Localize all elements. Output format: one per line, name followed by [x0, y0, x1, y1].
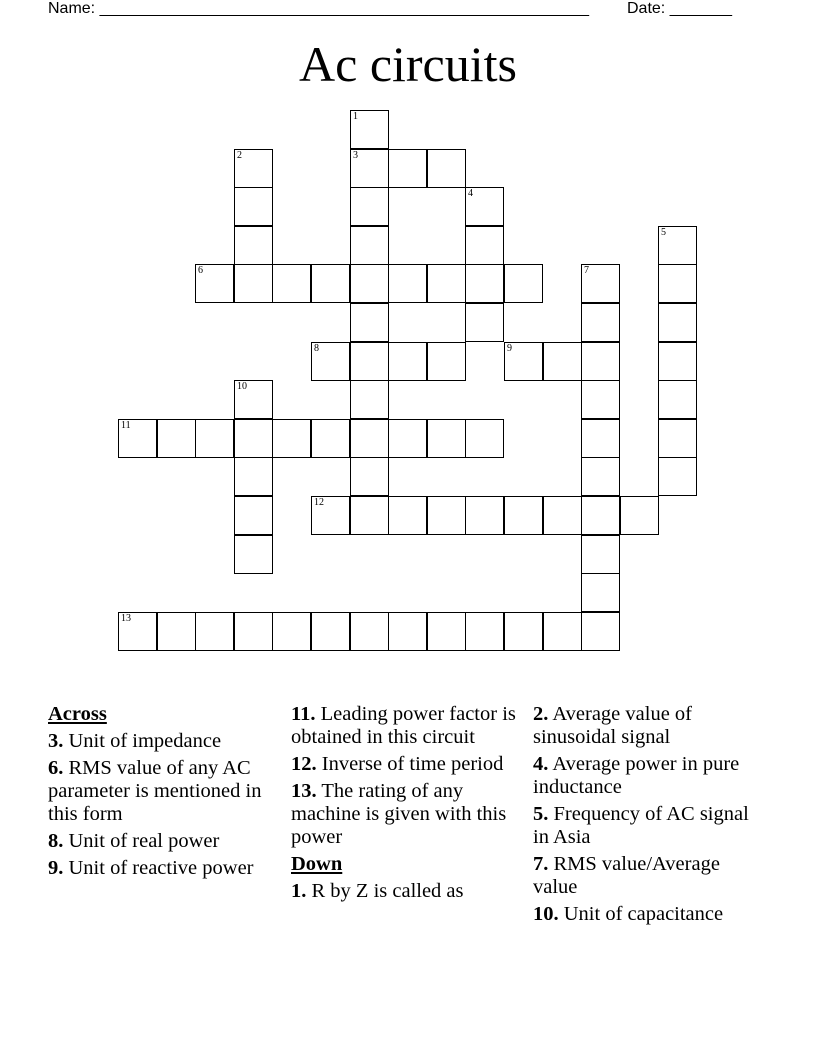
crossword-cell[interactable] — [465, 496, 504, 535]
crossword-cell[interactable] — [581, 573, 620, 612]
clue-down-10 — [533, 903, 763, 926]
clue-text: Average power in pure inductance — [533, 753, 740, 798]
crossword-cell[interactable] — [581, 419, 620, 458]
crossword-cell[interactable] — [465, 419, 504, 458]
crossword-cell[interactable] — [581, 264, 620, 303]
cell-number: 7 — [584, 265, 589, 276]
crossword-cell[interactable] — [427, 342, 466, 381]
crossword-cell[interactable] — [350, 149, 389, 188]
clue-across-12 — [291, 753, 527, 776]
clue-number: 11. — [291, 703, 316, 725]
clue-text: Unit of reactive power — [68, 857, 254, 879]
clue-text: Unit of impedance — [68, 730, 222, 752]
clue-text: Average value of sinusoidal signal — [533, 703, 693, 748]
crossword-cell[interactable] — [581, 303, 620, 342]
crossword-cell[interactable] — [388, 342, 427, 381]
clue-across-8 — [48, 830, 278, 853]
crossword-cell[interactable] — [118, 419, 157, 458]
crossword-cell[interactable] — [234, 496, 273, 535]
crossword-cell[interactable] — [427, 496, 466, 535]
crossword-cell[interactable] — [658, 303, 697, 342]
cell-number: 10 — [237, 381, 247, 392]
crossword-cell[interactable] — [118, 612, 157, 651]
crossword-cell[interactable] — [272, 419, 311, 458]
crossword-cell[interactable] — [581, 342, 620, 381]
clue-number: 4. — [533, 753, 549, 775]
crossword-cell[interactable] — [504, 264, 543, 303]
crossword-cell[interactable] — [350, 226, 389, 265]
crossword-cell[interactable] — [234, 612, 273, 651]
clue-number: 12. — [291, 753, 317, 775]
clue-down-4 — [533, 753, 763, 799]
cell-number: 13 — [121, 613, 131, 624]
crossword-cell[interactable] — [388, 496, 427, 535]
crossword-cell[interactable] — [658, 419, 697, 458]
clue-across-6 — [48, 757, 278, 826]
crossword-cell[interactable] — [234, 380, 273, 419]
crossword-cell[interactable] — [234, 226, 273, 265]
crossword-cell[interactable] — [658, 226, 697, 265]
clue-down-7 — [533, 853, 763, 899]
clue-text: RMS value of any AC parameter is mentioned in this form — [48, 757, 262, 825]
clue-number: 10. — [533, 903, 559, 925]
crossword-cell[interactable] — [350, 380, 389, 419]
crossword-cell[interactable] — [581, 612, 620, 651]
crossword-cell[interactable] — [427, 419, 466, 458]
crossword-cell[interactable] — [272, 612, 311, 651]
crossword-cell[interactable] — [350, 457, 389, 496]
clue-text: RMS value/Average value — [533, 853, 720, 898]
clues-column-2 — [291, 703, 527, 907]
clue-number: 9. — [48, 857, 64, 879]
crossword-cell[interactable] — [234, 457, 273, 496]
crossword-cell[interactable] — [350, 342, 389, 381]
clue-down-1 — [291, 880, 527, 903]
crossword-cell[interactable] — [658, 380, 697, 419]
crossword-cell[interactable] — [581, 457, 620, 496]
clues-column-1 — [48, 703, 278, 884]
crossword-cell[interactable] — [234, 149, 273, 188]
clues-column-3 — [533, 703, 763, 930]
crossword-cell[interactable] — [350, 419, 389, 458]
crossword-cell[interactable] — [543, 342, 582, 381]
crossword-cell[interactable] — [311, 496, 350, 535]
crossword-cell[interactable] — [658, 264, 697, 303]
crossword-cell[interactable] — [350, 496, 389, 535]
crossword-cell[interactable] — [504, 612, 543, 651]
crossword-cell[interactable] — [195, 612, 234, 651]
crossword-cell[interactable] — [234, 187, 273, 226]
cell-number: 2 — [237, 150, 242, 161]
crossword-cell[interactable] — [658, 342, 697, 381]
clue-across-9 — [48, 857, 278, 880]
cell-number: 11 — [121, 420, 131, 431]
clue-number: 13. — [291, 780, 317, 802]
crossword-cell[interactable] — [311, 264, 350, 303]
clue-number: 5. — [533, 803, 549, 825]
clue-text: The rating of any machine is given with this power — [291, 780, 507, 848]
crossword-cell[interactable] — [234, 264, 273, 303]
crossword-cell[interactable] — [504, 342, 543, 381]
clue-down-2 — [533, 703, 763, 749]
cell-number: 12 — [314, 497, 324, 508]
crossword-cell[interactable] — [311, 342, 350, 381]
crossword-cell[interactable] — [350, 187, 389, 226]
cell-number: 8 — [314, 343, 319, 354]
cell-number: 1 — [353, 111, 358, 122]
cell-number: 9 — [507, 343, 512, 354]
crossword-cell[interactable] — [350, 264, 389, 303]
cell-number: 6 — [198, 265, 203, 276]
clue-text: R by Z is called as — [311, 880, 464, 902]
crossword-cell[interactable] — [311, 612, 350, 651]
crossword-cell[interactable] — [581, 535, 620, 574]
crossword-cell[interactable] — [388, 612, 427, 651]
across-heading: Across — [48, 703, 107, 725]
clue-number: 1. — [291, 880, 307, 902]
cell-number: 4 — [468, 188, 473, 199]
clue-across-3 — [48, 730, 278, 753]
clue-text: Leading power factor is obtained in this circuit — [291, 703, 516, 748]
crossword-cell[interactable] — [465, 303, 504, 342]
crossword-cell[interactable] — [427, 149, 466, 188]
crossword-cell[interactable] — [388, 264, 427, 303]
crossword-cell[interactable] — [581, 496, 620, 535]
clue-text: Unit of capacitance — [563, 903, 724, 925]
clue-number: 3. — [48, 730, 64, 752]
date-line: Date: _______ — [627, 0, 732, 17]
cell-number: 3 — [353, 150, 358, 161]
crossword-cell[interactable] — [658, 457, 697, 496]
crossword-cell[interactable] — [427, 264, 466, 303]
crossword-cell[interactable] — [465, 187, 504, 226]
cell-number: 5 — [661, 227, 666, 238]
clue-across-13 — [291, 780, 527, 849]
crossword-cell[interactable] — [234, 419, 273, 458]
crossword-cell[interactable] — [157, 419, 196, 458]
crossword-cell[interactable] — [465, 612, 504, 651]
page-title: Ac circuits — [299, 36, 517, 92]
crossword-cell[interactable] — [543, 496, 582, 535]
crossword-cell[interactable] — [195, 419, 234, 458]
crossword-cell[interactable] — [465, 264, 504, 303]
crossword-cell[interactable] — [388, 419, 427, 458]
clue-text: Inverse of time period — [321, 753, 504, 775]
crossword-cell[interactable] — [272, 264, 311, 303]
clue-number: 8. — [48, 830, 64, 852]
crossword-cell[interactable] — [350, 612, 389, 651]
crossword-cell[interactable] — [350, 110, 389, 149]
crossword-cell[interactable] — [157, 612, 196, 651]
crossword-cell[interactable] — [311, 419, 350, 458]
crossword-cell[interactable] — [427, 612, 466, 651]
crossword-cell[interactable] — [620, 496, 659, 535]
crossword-cell[interactable] — [388, 149, 427, 188]
clue-number: 7. — [533, 853, 549, 875]
crossword-cell[interactable] — [195, 264, 234, 303]
clue-text: Unit of real power — [68, 830, 220, 852]
name-line: Name: _______________________________________________________ — [48, 0, 589, 17]
crossword-cell[interactable] — [234, 535, 273, 574]
clue-down-5 — [533, 803, 763, 849]
clue-across-11 — [291, 703, 527, 749]
clue-number: 6. — [48, 757, 64, 779]
crossword-cell[interactable] — [465, 226, 504, 265]
clue-number: 2. — [533, 703, 549, 725]
crossword-cell[interactable] — [581, 380, 620, 419]
clue-text: Frequency of AC signal in Asia — [533, 803, 749, 848]
crossword-cell[interactable] — [543, 612, 582, 651]
crossword-cell[interactable] — [504, 496, 543, 535]
crossword-cell[interactable] — [350, 303, 389, 342]
down-heading: Down — [291, 853, 343, 875]
